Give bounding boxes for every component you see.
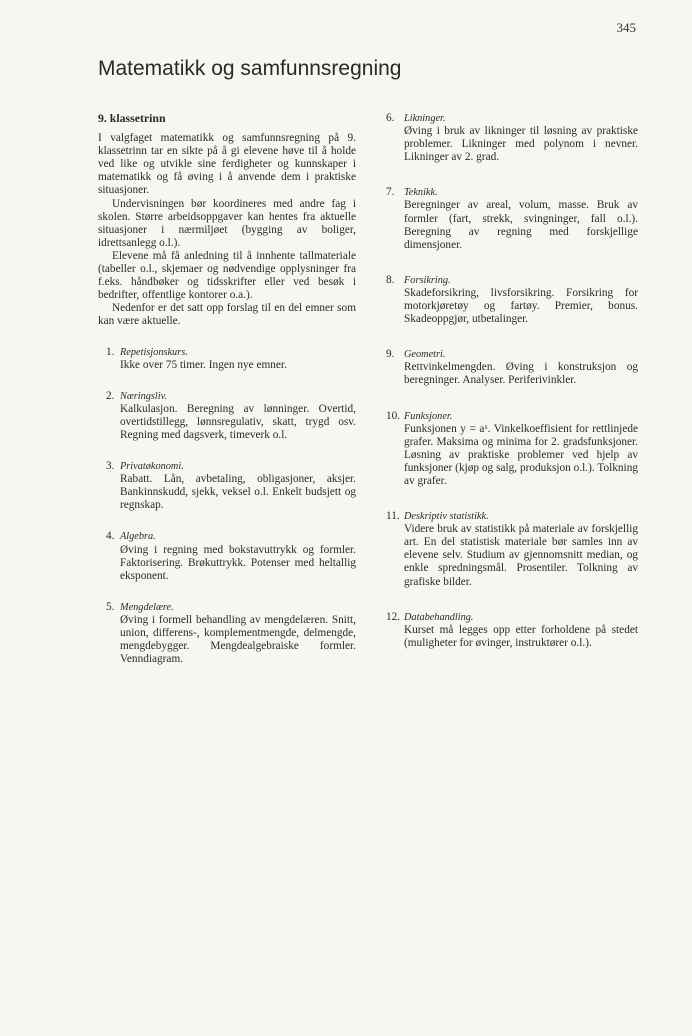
- topic-title: Privatøkonomi.: [120, 461, 184, 473]
- topic-number: 4.: [106, 530, 115, 543]
- topic-item: [98, 601, 356, 666]
- intro-paragraph: Undervisningen bør koordineres med andre fag i skolen. Større arbeidsoppgaver kan hentes fra aktuelle situasjoner i nærmiljøet (bygging av boliger, idrettsanlegg o.l.).: [98, 197, 356, 249]
- topic-item: [386, 410, 638, 489]
- topic-title: Algebra.: [120, 531, 156, 543]
- topic-title: Geometri.: [404, 349, 446, 361]
- topic-title: Likninger.: [404, 113, 446, 124]
- page-title: Matematikk og samfunnsregning: [98, 57, 402, 80]
- page-number: 345: [616, 20, 636, 35]
- topic-body: Skadeforsikring, livsforsikring. Forsikring for motorkjøretøy og fartøy. Premier, bonus. Skadeoppgjør, utbetalinger.: [404, 286, 638, 326]
- right-column: [386, 112, 638, 672]
- topic-item: [98, 460, 356, 512]
- section-heading: 9. klassetrinn: [98, 111, 166, 125]
- topic-item: [386, 186, 638, 251]
- topic-body: Ikke over 75 timer. Ingen nye emner.: [120, 358, 287, 371]
- topic-body: Rabatt. Lån, avbetaling, obligasjoner, aksjer. Bankinnskudd, sjekk, veksel o.l. Enkelt budsjett og regnskap.: [120, 473, 356, 512]
- topic-body: Kurset må legges opp etter forholdene på stedet (muligheter for øvinger, instruktører o.l.).: [404, 623, 638, 649]
- topic-number: 10.: [386, 409, 401, 422]
- topic-body: Kalkulasjon. Beregning av lønninger. Overtid, overtidstillegg, lønnsregulativ, skatt, trygd osv. Regning med dagsverk, timeverk o.l.: [120, 402, 356, 441]
- topic-title: Forsikring.: [404, 274, 451, 286]
- topic-body: Øving i bruk av likninger til løsning av praktiske problemer. Likninger med polynom i nevner. Likninger av 2. grad.: [404, 125, 638, 164]
- intro-paragraph: Elevene må få anledning til å innhente tallmateriale (tabeller o.l., skjemaer og nødvendige opplysninger fra f.eks. håndbøker og tidsskrifter eller ved besøk i bedrifter, offentlige kontorer o.a.).: [98, 249, 356, 302]
- topic-item: [386, 510, 638, 589]
- topic-item: [98, 390, 356, 442]
- topic-list-right: [386, 112, 638, 650]
- topic-number: 2.: [106, 389, 115, 402]
- topic-list-left: [98, 346, 356, 667]
- topic-number: 12.: [386, 610, 401, 623]
- topic-item: [386, 611, 638, 650]
- intro-paragraph: I valgfaget matematikk og samfunnsregning på 9. klassetrinn tar en sikte på å gi elevene høve til å holde ved like og utvikle sine ferdigheter og kunnskaper i matematikk og få øving i å anvende dem i praktiske situasjoner.: [98, 132, 356, 197]
- topic-body: Funksjonen y = aˣ. Vinkelkoeffisient for rettlinjede grafer. Maksima og minima for 2. gradsfunksjoner. Løsning av praktiske problemer ved hjelp av funksjoner (kjøp og salg, produksjon o.l.). Tolkning av grafer.: [404, 422, 638, 487]
- topic-number: 9.: [386, 348, 395, 361]
- topic-item: [98, 530, 356, 582]
- topic-number: 8.: [386, 273, 395, 286]
- topic-item: [386, 112, 638, 164]
- topic-title: Databehandling.: [404, 611, 474, 623]
- topic-number: 11.: [386, 510, 400, 523]
- topic-title: Repetisjonskurs.: [120, 346, 188, 358]
- topic-item: [386, 274, 638, 326]
- topic-body: Videre bruk av statistikk på materiale av forskjellig art. En del statistisk materiale bør samles inn av elevene selv. Studium av gjennomsnitt median, og enkle spredningsmål. Prosentiler. Tolkning av grafiske bilder.: [404, 523, 638, 588]
- topic-title: Mengdelære.: [120, 601, 174, 613]
- topic-title: Teknikk.: [404, 187, 438, 199]
- topic-body: Beregninger av areal, volum, masse. Bruk av formler (fart, strekk, svingninger, fall o.l.). Beregning av regning med forskjellige dimensjoner.: [404, 199, 638, 251]
- topic-title: Funksjoner.: [404, 410, 453, 422]
- left-column: [98, 112, 356, 684]
- topic-body: Øving i formell behandling av mengdelæren. Snitt, union, differens-, komplementmengde, delmengde, mengdebygger. Mengdealgebraiske formler. Venndiagram.: [120, 613, 356, 666]
- topic-number: 6.: [386, 112, 395, 124]
- topic-title: Deskriptiv statistikk.: [404, 511, 489, 523]
- topic-item: [386, 348, 638, 387]
- topic-number: 1.: [106, 345, 115, 358]
- topic-body: Rettvinkelmengden. Øving i konstruksjon og beregninger. Analyser. Periferivinkler.: [404, 361, 638, 387]
- intro-paragraph: Nedenfor er det satt opp forslag til en del emner som kan være aktuelle.: [98, 302, 356, 328]
- topic-number: 7.: [386, 186, 395, 199]
- topic-item: [98, 346, 356, 372]
- topic-number: 5.: [106, 600, 115, 613]
- topic-number: 3.: [106, 460, 115, 473]
- topic-title: Næringsliv.: [120, 390, 168, 402]
- topic-body: Øving i regning med bokstavuttrykk og formler. Faktorisering. Brøkuttrykk. Potenser med heltallig eksponent.: [120, 543, 356, 582]
